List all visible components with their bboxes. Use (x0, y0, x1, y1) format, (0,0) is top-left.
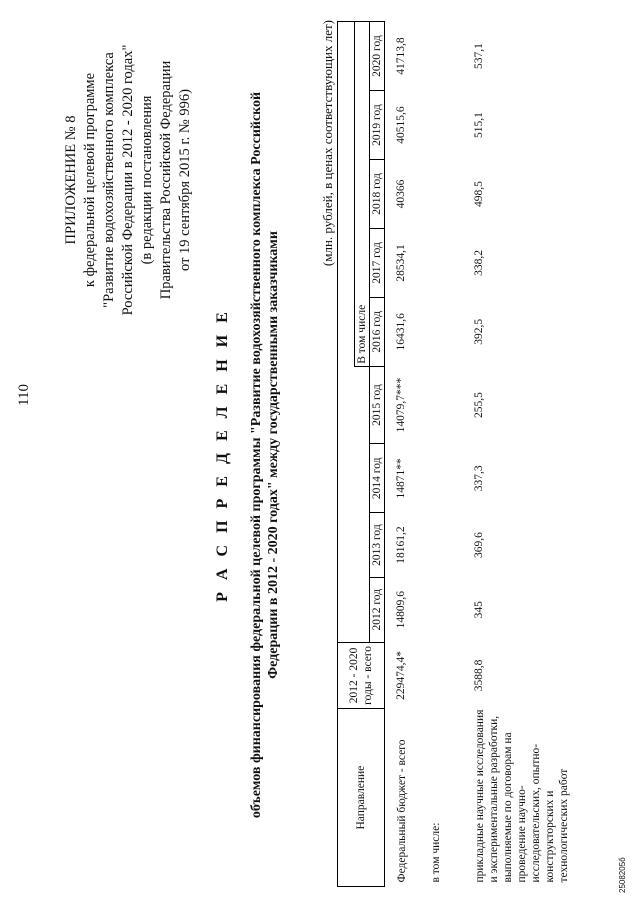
cell-value: 41713,8 (395, 37, 407, 75)
cell-value: 255,5 (473, 392, 485, 419)
cell-value: 16431,6 (395, 313, 407, 351)
table-row (473, 22, 571, 887)
header-year: 2020 год (370, 22, 385, 91)
appendix-line: (в редакции постановления (139, 95, 155, 265)
appendix-line: "Развитие водохозяйственного комплекса (101, 52, 117, 308)
appendix-line: от 19 сентября 2015 г. № 996) (177, 89, 193, 271)
cell-value: 537,1 (473, 43, 485, 69)
units-note: (млн. рублей, в ценах соответствующих лет) (320, 20, 335, 267)
appendix-line: Российской Федерации в 2012 - 2020 годах" (120, 44, 136, 316)
header-direction: Направление (338, 709, 385, 887)
table-row (385, 22, 430, 887)
title-line-2: Федерации в 2012 - 2020 годах" между государственными заказчиками (266, 231, 281, 679)
appendix-line: ПРИЛОЖЕНИЕ № 8 (63, 115, 79, 245)
cell-value: 337,3 (473, 465, 485, 492)
cell-value: 40366 (395, 179, 407, 209)
table-row (429, 22, 473, 887)
header-including-group: В том числе (355, 22, 370, 367)
row-label-federal: Федеральный бюджет - всего (396, 739, 408, 883)
header-total-line1: 2012 - 2020 (348, 647, 360, 704)
cell-value: 18161,2 (395, 526, 407, 564)
header-spacer (338, 22, 355, 643)
row-label-applied: прикладные научные исследования и экспериментальные разработки, выполняемые по договорам на проведение научно-исследовательских, опытно-конструкторских и технологических работ (474, 709, 570, 883)
cell-value: 40515,6 (395, 106, 407, 144)
header-year: 2014 год (370, 444, 385, 513)
header-total-line2: годы - всего (362, 645, 374, 705)
cell-value: 3588,8 (473, 659, 485, 692)
header-year: 2013 год (370, 513, 385, 578)
cell-value: 392,5 (473, 318, 485, 345)
page-number: 110 (16, 384, 32, 406)
header-year: 2018 год (370, 160, 385, 229)
document-stamp: 2508205б (618, 857, 627, 893)
header-year: 2012 год (370, 577, 385, 642)
header-year: 2017 год (370, 228, 385, 297)
cell-value: 28534,1 (395, 244, 407, 282)
header-year: 2015 год (370, 366, 385, 444)
cell-value: 345 (473, 601, 485, 619)
cell-value: 14079,7*** (395, 377, 407, 433)
cell-value: 14809,6 (395, 591, 407, 629)
cell-value: 229474,4* (395, 650, 407, 700)
cell-value: 498,5 (473, 181, 485, 207)
appendix-line: к федеральной целевой программе (82, 72, 98, 288)
appendix-header (62, 15, 195, 345)
document-title (214, 65, 282, 845)
header-year: 2019 год (370, 91, 385, 160)
header-total (338, 642, 385, 709)
title-line-1: объемов финансирования федеральной целевой программы "Развитие водохозяйственного комплекса Российской (249, 91, 264, 819)
cell-value: 515,1 (473, 112, 485, 139)
row-label-including: в том числе: (430, 822, 442, 883)
appendix-line: Правительства Российской Федерации (158, 60, 174, 300)
financing-table (337, 21, 571, 887)
cell-value: 338,2 (473, 249, 485, 276)
cell-value: 14871** (395, 458, 407, 499)
header-blank (355, 366, 370, 642)
cell-value: 369,6 (473, 532, 485, 559)
title-heading: Р А С П Р Е Д Е Л Е Н И Е (214, 308, 231, 602)
header-year: 2016 год (370, 297, 385, 366)
